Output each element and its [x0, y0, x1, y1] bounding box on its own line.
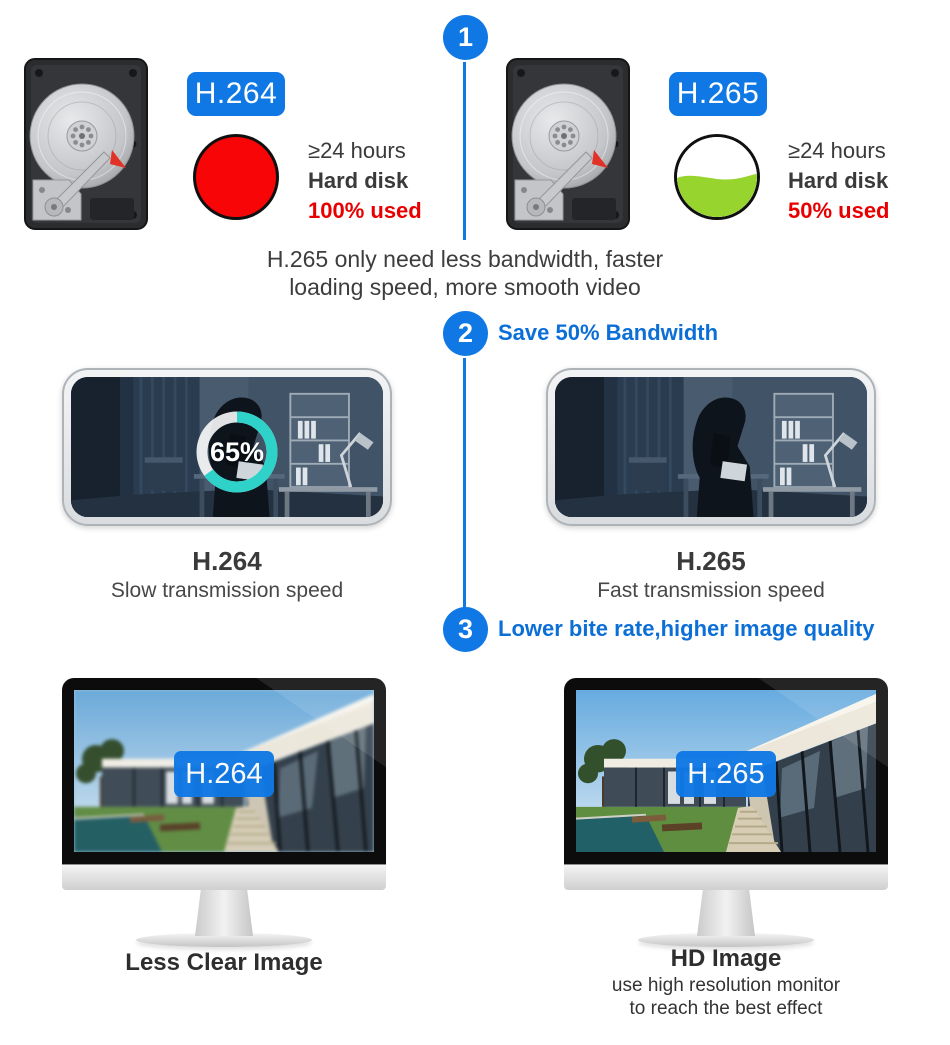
screen-codec-badge-h265 [676, 751, 776, 797]
phone-caption-h264 [62, 545, 392, 605]
screen-codec-label: H.265 [687, 757, 765, 790]
codec-name: H.264 [192, 546, 262, 576]
step-2-badge [443, 311, 488, 356]
buffering-progress-ring [195, 410, 279, 494]
disk-usage-full-circle [193, 134, 279, 220]
phone-mockup-h265 [546, 368, 876, 526]
hours-label: ≥24 hours [308, 138, 406, 163]
step-1-number: 1 [457, 22, 474, 52]
progress-percent-label: 65% [209, 436, 265, 467]
phone-screen-office-scene [71, 377, 383, 517]
screen-codec-badge-h264 [174, 751, 274, 797]
disk-usage-info-right [788, 136, 890, 226]
monitor-chin [564, 864, 888, 890]
phone-screen-office-scene [555, 377, 867, 517]
disk-usage-info-left [308, 136, 422, 226]
monitor-caption-h264 [62, 948, 386, 978]
phone-mockup-h264 [62, 368, 392, 526]
monitor-chin [62, 864, 386, 890]
monitor-stand [195, 890, 253, 936]
note-line-2: loading speed, more smooth video [289, 274, 641, 300]
screen-codec-label: H.264 [185, 757, 263, 790]
hours-label: ≥24 hours [788, 138, 886, 163]
codec-badge-h265-label: H.265 [676, 77, 760, 110]
image-quality-caption: HD Image [670, 945, 782, 972]
monitor-screen [564, 678, 888, 864]
step-2-title: Save 50% Bandwidth [498, 320, 719, 345]
connector-line-1 [463, 62, 466, 240]
codec-badge-h264-label: H.264 [194, 77, 278, 110]
hard-disk-image-left [24, 58, 148, 230]
monitor-mockup-h264 [62, 678, 386, 947]
hd-note-line-1: use high resolution monitor [611, 975, 841, 996]
monitor-caption-h265 [564, 944, 888, 1020]
usage-percent-label: 100% used [308, 198, 422, 223]
speed-caption: Slow transmission speed [110, 579, 344, 602]
disk-usage-half-circle [674, 134, 760, 220]
hard-disk-label: Hard disk [788, 168, 889, 193]
step-2-number: 2 [457, 318, 474, 348]
step-1-badge [443, 15, 488, 60]
codec-name: H.265 [676, 546, 746, 576]
speed-caption: Fast transmission speed [597, 579, 825, 602]
step-3-title: Lower bite rate,higher image quality [498, 616, 875, 641]
connector-line-2 [463, 358, 466, 616]
house-scene-image [74, 690, 374, 852]
hard-disk-image-right [506, 58, 630, 230]
monitor-screen [62, 678, 386, 864]
step-3-number: 3 [457, 614, 474, 644]
phone-caption-h265 [546, 545, 876, 605]
hd-note-line-2: to reach the best effect [629, 998, 823, 1019]
note-line-1: H.265 only need less bandwidth, faster [266, 246, 664, 272]
codec-badge-h264 [187, 72, 285, 116]
monitor-mockup-h265 [564, 678, 888, 947]
codec-badge-h265 [669, 72, 767, 116]
usage-percent-label: 50% used [788, 198, 890, 223]
step-3-badge [443, 607, 488, 652]
monitor-stand [697, 890, 755, 936]
step-1-note [165, 245, 765, 301]
hard-disk-label: Hard disk [308, 168, 409, 193]
image-quality-caption: Less Clear Image [125, 949, 323, 976]
house-scene-image [576, 690, 876, 852]
